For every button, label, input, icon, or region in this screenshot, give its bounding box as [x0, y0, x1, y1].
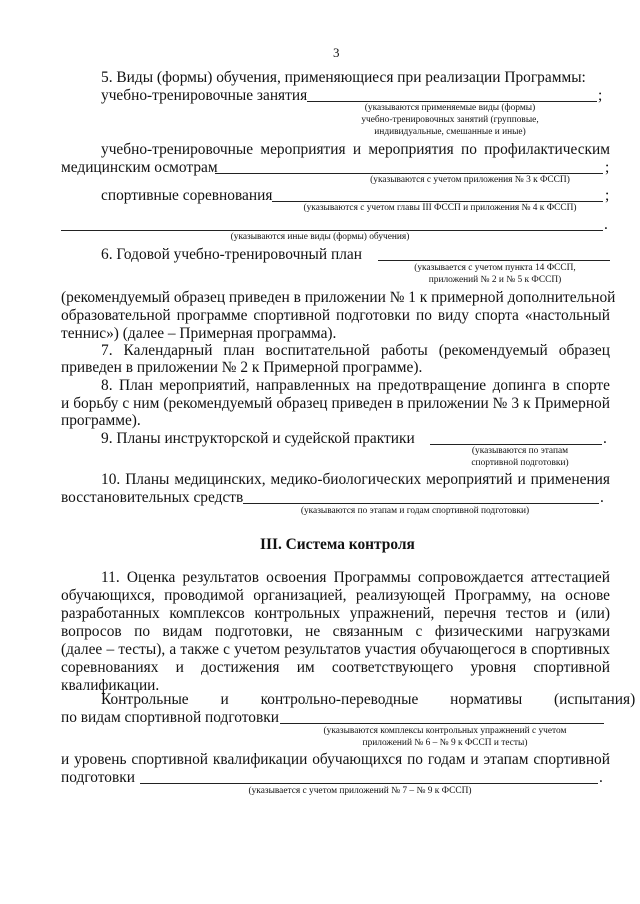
norms-hint-1: (указываются комплексы контрольных упражнений с учетом [323, 726, 567, 736]
p5-other-hint: (указываются иные виды (формы) обучения) [230, 232, 410, 242]
p5-other-end: . [604, 216, 608, 233]
p8-line-2: и борьбу с ним (рекомендуемый образец приведен в приложении № 3 к Примерной [61, 395, 610, 412]
p11-line-5: (далее – тесты), а также с учетом результатов участия обучающегося в спортивных [61, 641, 610, 658]
norms-hint-2: приложений № 6 – № 9 к ФССП и тесты) [362, 738, 528, 748]
norms-line-1: Контрольные и контрольно-переводные нормативы (испытания) [101, 691, 636, 708]
p6-line-2: образовательной программе спортивной подготовки по виду спорта «настольный [61, 307, 610, 324]
p7-line-2: приведен в приложении № 2 к Примерной программе). [61, 359, 423, 376]
p11-line-3: разработанных комплексов контрольных упражнений, перечня тестов и (или) [61, 605, 610, 622]
p11-line-4: вопросов по видам подготовки, не связанным с физическими нагрузками [61, 623, 610, 640]
p9-title: 9. Планы инструкторской и судейской практики [101, 430, 415, 447]
p9-hint-1: (указываются по этапам [471, 446, 569, 456]
p10-line-1: 10. Планы медицинских, медико-биологических мероприятий и применения [101, 471, 610, 488]
p5-title: 5. Виды (формы) обучения, применяющиеся при реализации Программы: [101, 69, 586, 86]
p5-comp-end: ; [605, 187, 610, 204]
p5-events-end: ; [605, 159, 610, 176]
page-number: 3 [333, 45, 340, 60]
p6-hint-1: (указывается с учетом пункта 14 ФССП, [414, 263, 576, 273]
p5-training-hint-3: индивидуальные, смешанные и иные) [374, 127, 526, 137]
qual-line-1: и уровень спортивной квалификации обучающихся по годам и этапам спортивной [61, 751, 610, 768]
p5-training-end: ; [598, 87, 603, 104]
p11-line-1: 11. Оценка результатов освоения Программы сопровождается аттестацией [101, 569, 610, 586]
p5-events-line-2: медицинским осмотрам [61, 159, 218, 176]
p10-hint: (указываются по этапам и годам спортивной подготовки) [300, 506, 530, 516]
p5-other-fill-line [61, 230, 603, 231]
p6-title: 6. Годовой учебно-тренировочный план [101, 246, 362, 263]
p10-line-2: восстановительных средств [61, 489, 244, 506]
p5-events-hint: (указываются с учетом приложения № 3 к ФССП) [370, 175, 570, 185]
p11-line-7: квалификации. [61, 677, 160, 694]
p7-line-1: 7. Календарный план воспитательной работы (рекомендуемый образец [101, 342, 610, 359]
p6-line-3: теннис») (далее – Примерная программа). [61, 325, 337, 342]
p6-line-1: (рекомендуемый образец приведен в приложении № 1 к примерной дополнительной [61, 289, 616, 306]
p11-line-6: соревнованиях и достижения им соответствующего уровня спортивной [61, 659, 610, 676]
p9-hint-2: спортивной подготовки) [471, 458, 569, 468]
p9-fill-line [430, 444, 602, 445]
p8-line-3: программе). [61, 412, 141, 429]
qual-end: . [599, 769, 603, 786]
p5-comp-fill-line [272, 201, 603, 202]
qual-fill-line [140, 783, 598, 784]
p5-training-hint-2: учебно-тренировочных занятий (групповые, [361, 115, 539, 125]
norms-fill-line [280, 723, 604, 724]
p9-end: . [603, 430, 607, 447]
p5-training-fill-line [307, 101, 597, 102]
p5-events-line-1: учебно-тренировочные мероприятия и мероприятия по профилактическим [101, 141, 610, 158]
p6-fill-line [378, 260, 610, 261]
section-title: III. Система контроля [260, 536, 415, 553]
p5-training-label: учебно-тренировочные занятия [101, 87, 308, 104]
p6-hint-2: приложений № 2 и № 5 к ФССП) [428, 275, 562, 285]
p5-training-hint-1: (указываются применяемые виды (формы) [364, 103, 536, 113]
p11-line-2: обучающихся, проводимой организацией, реализующей Программу, на основе [61, 587, 610, 604]
p10-end: . [600, 489, 604, 506]
norms-line-2: по видам спортивной подготовки [61, 709, 279, 726]
qual-hint: (указывается с учетом приложений № 7 – № 9 к ФССП) [248, 786, 472, 796]
p8-line-1: 8. План мероприятий, направленных на предотвращение допинга в спорте [101, 377, 610, 394]
p5-comp-label: спортивные соревнования [101, 187, 273, 204]
p5-events-fill-line [215, 173, 603, 174]
p5-comp-hint: (указываются с учетом главы III ФССП и приложения № 4 к ФССП) [303, 203, 577, 213]
qual-line-2: подготовки [61, 769, 135, 786]
p10-fill-line [243, 503, 599, 504]
